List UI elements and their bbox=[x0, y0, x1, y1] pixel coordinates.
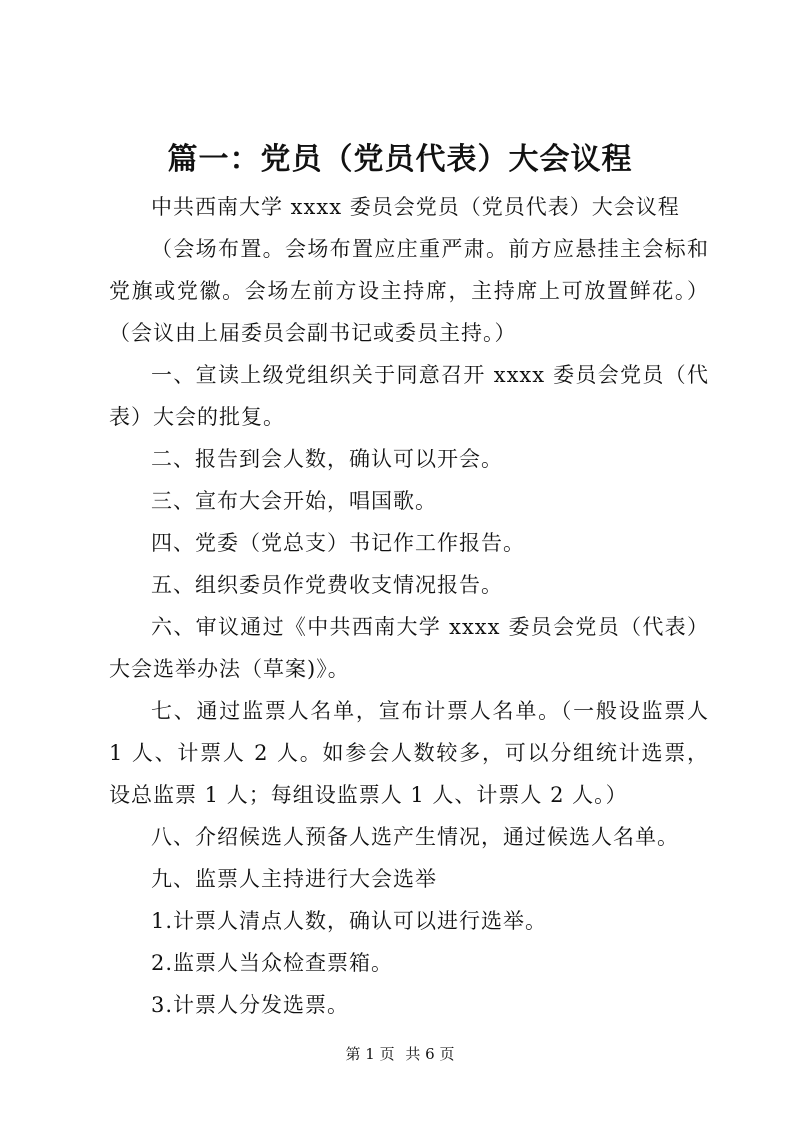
paragraph-venue-setup: （会场布置。会场布置应庄重严肃。前方应悬挂主会标和党旗或党徽。会场左前方设主持席，主持席上可放置鲜花。）（会议由上届委员会副书记或委员主持。） bbox=[109, 237, 709, 345]
paragraph-subitem-2: 2.监票人当众检查票箱。 bbox=[151, 951, 394, 975]
paragraph-item-6: 六、审议通过《中共西南大学 xxxx 委员会党员（代表）大会选举办法（草案)》。 bbox=[109, 615, 709, 681]
paragraph-item-2: 二、报告到会人数，确认可以开会。 bbox=[151, 447, 503, 471]
paragraph-subitem-1: 1.计票人清点人数，确认可以进行选举。 bbox=[151, 909, 548, 933]
document-title: 篇一：党员（党员代表）大会议程 bbox=[167, 142, 633, 177]
paragraph-item-7: 七、通过监票人名单，宣布计票人名单。（一般设监票人 1 人、计票人 2 人。如参会人数较多，可以分组统计选票，设总监票 1 人；每组设监票人 1 人、计票人 2 人。） bbox=[109, 699, 709, 807]
paragraph-heading: 中共西南大学 xxxx 委员会党员（党员代表）大会议程 bbox=[151, 195, 680, 219]
page-footer bbox=[0, 1044, 800, 1064]
document-body bbox=[109, 186, 709, 1026]
paragraph-item-8: 八、介绍候选人预备人选产生情况，通过候选人名单。 bbox=[151, 825, 679, 849]
page-total: 共 6 页 bbox=[405, 1045, 455, 1063]
paragraph-item-4: 四、党委（党总支）书记作工作报告。 bbox=[151, 531, 525, 555]
paragraph-item-9: 九、监票人主持进行大会选举 bbox=[151, 867, 437, 891]
page-number: 第 1 页 bbox=[345, 1045, 395, 1063]
paragraph-item-5: 五、组织委员作党费收支情况报告。 bbox=[151, 573, 503, 597]
paragraph-item-3: 三、宣布大会开始，唱国歌。 bbox=[151, 489, 437, 513]
paragraph-item-1: 一、宣读上级党组织关于同意召开 xxxx 委员会党员（代表）大会的批复。 bbox=[109, 363, 709, 429]
paragraph-subitem-3: 3.计票人分发选票。 bbox=[151, 993, 350, 1017]
